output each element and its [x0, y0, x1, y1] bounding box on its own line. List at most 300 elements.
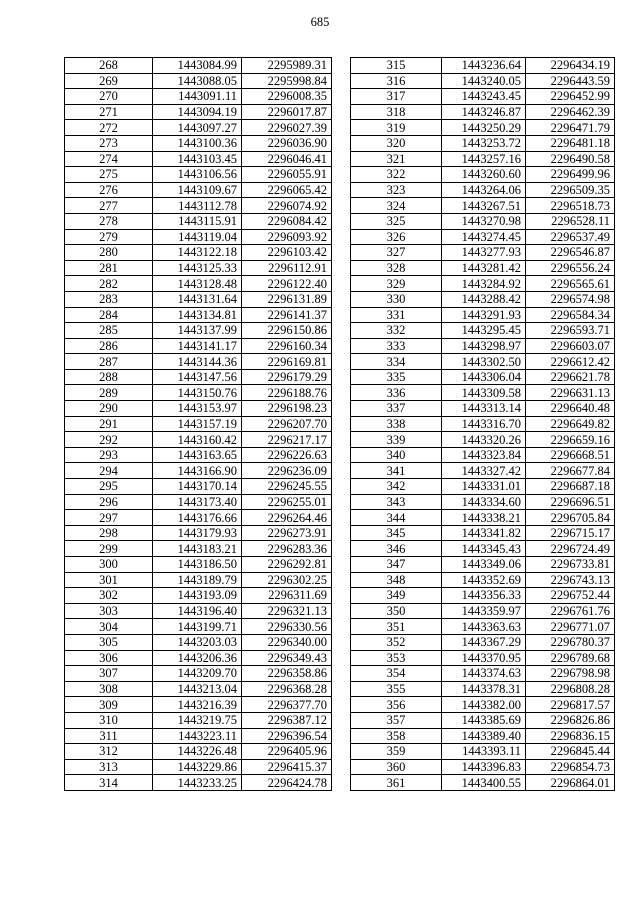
- point-number: 276: [65, 182, 153, 198]
- point-number: 321: [351, 151, 442, 167]
- y-coordinate: 2296340.00: [242, 634, 332, 650]
- table-row: [351, 634, 615, 650]
- point-number: 308: [65, 681, 153, 697]
- point-number: 306: [65, 650, 153, 666]
- x-coordinate: 1443233.25: [153, 775, 242, 791]
- table-row: [65, 541, 332, 557]
- coordinates-table-right: [350, 57, 615, 791]
- x-coordinate: 1443281.42: [442, 260, 526, 276]
- x-coordinate: 1443157.19: [153, 416, 242, 432]
- table-row: [351, 401, 615, 417]
- y-coordinate: 2296141.37: [242, 307, 332, 323]
- x-coordinate: 1443240.05: [442, 73, 526, 89]
- x-coordinate: 1443150.76: [153, 385, 242, 401]
- point-number: 277: [65, 198, 153, 214]
- y-coordinate: 2296255.01: [242, 494, 332, 510]
- y-coordinate: 2296311.69: [242, 588, 332, 604]
- y-coordinate: 2296537.49: [526, 229, 615, 245]
- y-coordinate: 2296349.43: [242, 650, 332, 666]
- table-row: [351, 479, 615, 495]
- table-row: [351, 510, 615, 526]
- y-coordinate: 2296733.81: [526, 557, 615, 573]
- point-number: 309: [65, 697, 153, 713]
- y-coordinate: 2295989.31: [242, 58, 332, 74]
- point-number: 279: [65, 229, 153, 245]
- table-row: [351, 712, 615, 728]
- x-coordinate: 1443084.99: [153, 58, 242, 74]
- point-number: 326: [351, 229, 442, 245]
- y-coordinate: 2296122.40: [242, 276, 332, 292]
- point-number: 345: [351, 525, 442, 541]
- table-row: [65, 494, 332, 510]
- point-number: 291: [65, 416, 153, 432]
- x-coordinate: 1443176.66: [153, 510, 242, 526]
- table-row: [65, 151, 332, 167]
- table-row: [65, 557, 332, 573]
- table-row: [351, 463, 615, 479]
- y-coordinate: 2296169.81: [242, 354, 332, 370]
- table-row: [65, 89, 332, 105]
- table-row: [65, 229, 332, 245]
- point-number: 274: [65, 151, 153, 167]
- x-coordinate: 1443183.21: [153, 541, 242, 557]
- y-coordinate: 2296330.56: [242, 619, 332, 635]
- point-number: 324: [351, 198, 442, 214]
- x-coordinate: 1443277.93: [442, 245, 526, 261]
- x-coordinate: 1443160.42: [153, 432, 242, 448]
- x-coordinate: 1443374.63: [442, 666, 526, 682]
- point-number: 282: [65, 276, 153, 292]
- x-coordinate: 1443323.84: [442, 447, 526, 463]
- y-coordinate: 2296027.39: [242, 120, 332, 136]
- point-number: 307: [65, 666, 153, 682]
- y-coordinate: 2296405.96: [242, 744, 332, 760]
- point-number: 354: [351, 666, 442, 682]
- y-coordinate: 2296150.86: [242, 323, 332, 339]
- table-row: [65, 401, 332, 417]
- x-coordinate: 1443134.81: [153, 307, 242, 323]
- y-coordinate: 2296471.79: [526, 120, 615, 136]
- table-row: [351, 416, 615, 432]
- y-coordinate: 2296826.86: [526, 712, 615, 728]
- point-number: 299: [65, 541, 153, 557]
- x-coordinate: 1443338.21: [442, 510, 526, 526]
- point-number: 285: [65, 323, 153, 339]
- table-row: [65, 104, 332, 120]
- x-coordinate: 1443193.09: [153, 588, 242, 604]
- x-coordinate: 1443246.87: [442, 104, 526, 120]
- x-coordinate: 1443137.99: [153, 323, 242, 339]
- y-coordinate: 2296103.42: [242, 245, 332, 261]
- point-number: 350: [351, 603, 442, 619]
- point-number: 287: [65, 354, 153, 370]
- x-coordinate: 1443125.33: [153, 260, 242, 276]
- x-coordinate: 1443243.45: [442, 89, 526, 105]
- table-row: [65, 681, 332, 697]
- point-number: 286: [65, 338, 153, 354]
- y-coordinate: 2296631.13: [526, 385, 615, 401]
- x-coordinate: 1443288.42: [442, 291, 526, 307]
- x-coordinate: 1443382.00: [442, 697, 526, 713]
- point-number: 301: [65, 572, 153, 588]
- point-number: 290: [65, 401, 153, 417]
- y-coordinate: 2296612.42: [526, 354, 615, 370]
- point-number: 338: [351, 416, 442, 432]
- y-coordinate: 2296864.01: [526, 775, 615, 791]
- point-number: 328: [351, 260, 442, 276]
- point-number: 356: [351, 697, 442, 713]
- table-row: [65, 510, 332, 526]
- table-row: [65, 58, 332, 74]
- table-row: [351, 494, 615, 510]
- x-coordinate: 1443341.82: [442, 525, 526, 541]
- x-coordinate: 1443094.19: [153, 104, 242, 120]
- point-number: 303: [65, 603, 153, 619]
- x-coordinate: 1443389.40: [442, 728, 526, 744]
- y-coordinate: 2296283.36: [242, 541, 332, 557]
- y-coordinate: 2296593.71: [526, 323, 615, 339]
- x-coordinate: 1443270.98: [442, 213, 526, 229]
- x-coordinate: 1443115.91: [153, 213, 242, 229]
- x-coordinate: 1443363.63: [442, 619, 526, 635]
- table-row: [65, 447, 332, 463]
- table-row: [351, 681, 615, 697]
- point-number: 269: [65, 73, 153, 89]
- y-coordinate: 2296160.34: [242, 338, 332, 354]
- y-coordinate: 2296696.51: [526, 494, 615, 510]
- y-coordinate: 2296131.89: [242, 291, 332, 307]
- x-coordinate: 1443260.60: [442, 167, 526, 183]
- table-row: [65, 744, 332, 760]
- y-coordinate: 2296424.78: [242, 775, 332, 791]
- x-coordinate: 1443257.16: [442, 151, 526, 167]
- y-coordinate: 2296528.11: [526, 213, 615, 229]
- table-row: [65, 572, 332, 588]
- table-row: [351, 666, 615, 682]
- y-coordinate: 2296780.37: [526, 634, 615, 650]
- y-coordinate: 2296836.15: [526, 728, 615, 744]
- point-number: 355: [351, 681, 442, 697]
- y-coordinate: 2296434.19: [526, 58, 615, 74]
- point-number: 295: [65, 479, 153, 495]
- y-coordinate: 2296358.86: [242, 666, 332, 682]
- point-number: 329: [351, 276, 442, 292]
- x-coordinate: 1443128.48: [153, 276, 242, 292]
- y-coordinate: 2296017.87: [242, 104, 332, 120]
- table-row: [65, 213, 332, 229]
- point-number: 273: [65, 135, 153, 151]
- point-number: 302: [65, 588, 153, 604]
- table-row: [351, 447, 615, 463]
- y-coordinate: 2296264.46: [242, 510, 332, 526]
- table-row: [351, 619, 615, 635]
- table-row: [351, 369, 615, 385]
- x-coordinate: 1443291.93: [442, 307, 526, 323]
- y-coordinate: 2296112.91: [242, 260, 332, 276]
- y-coordinate: 2296854.73: [526, 759, 615, 775]
- point-number: 305: [65, 634, 153, 650]
- y-coordinate: 2296490.58: [526, 151, 615, 167]
- y-coordinate: 2296584.34: [526, 307, 615, 323]
- table-row: [351, 759, 615, 775]
- x-coordinate: 1443284.92: [442, 276, 526, 292]
- table-row: [65, 120, 332, 136]
- y-coordinate: 2296677.84: [526, 463, 615, 479]
- point-number: 349: [351, 588, 442, 604]
- point-number: 316: [351, 73, 442, 89]
- x-coordinate: 1443153.97: [153, 401, 242, 417]
- point-number: 358: [351, 728, 442, 744]
- table-row: [65, 338, 332, 354]
- table-row: [351, 260, 615, 276]
- x-coordinate: 1443295.45: [442, 323, 526, 339]
- point-number: 319: [351, 120, 442, 136]
- y-coordinate: 2296046.41: [242, 151, 332, 167]
- point-number: 331: [351, 307, 442, 323]
- y-coordinate: 2296074.92: [242, 198, 332, 214]
- table-row: [65, 135, 332, 151]
- point-number: 298: [65, 525, 153, 541]
- point-number: 336: [351, 385, 442, 401]
- point-number: 313: [65, 759, 153, 775]
- table-row: [351, 245, 615, 261]
- table-row: [351, 354, 615, 370]
- y-coordinate: 2296179.29: [242, 369, 332, 385]
- y-coordinate: 2296084.42: [242, 213, 332, 229]
- point-number: 353: [351, 650, 442, 666]
- y-coordinate: 2296743.13: [526, 572, 615, 588]
- y-coordinate: 2296387.12: [242, 712, 332, 728]
- y-coordinate: 2296546.87: [526, 245, 615, 261]
- point-number: 314: [65, 775, 153, 791]
- table-row: [351, 728, 615, 744]
- table-row: [65, 619, 332, 635]
- x-coordinate: 1443370.95: [442, 650, 526, 666]
- point-number: 340: [351, 447, 442, 463]
- x-coordinate: 1443306.04: [442, 369, 526, 385]
- point-number: 323: [351, 182, 442, 198]
- y-coordinate: 2296789.68: [526, 650, 615, 666]
- y-coordinate: 2296443.59: [526, 73, 615, 89]
- y-coordinate: 2296687.18: [526, 479, 615, 495]
- y-coordinate: 2296481.18: [526, 135, 615, 151]
- y-coordinate: 2296761.76: [526, 603, 615, 619]
- x-coordinate: 1443173.40: [153, 494, 242, 510]
- y-coordinate: 2296093.92: [242, 229, 332, 245]
- x-coordinate: 1443209.70: [153, 666, 242, 682]
- y-coordinate: 2296518.73: [526, 198, 615, 214]
- table-row: [65, 588, 332, 604]
- x-coordinate: 1443219.75: [153, 712, 242, 728]
- x-coordinate: 1443302.50: [442, 354, 526, 370]
- y-coordinate: 2296808.28: [526, 681, 615, 697]
- table-row: [65, 245, 332, 261]
- x-coordinate: 1443352.69: [442, 572, 526, 588]
- table-row: [351, 697, 615, 713]
- point-number: 327: [351, 245, 442, 261]
- x-coordinate: 1443109.67: [153, 182, 242, 198]
- point-number: 339: [351, 432, 442, 448]
- point-number: 352: [351, 634, 442, 650]
- y-coordinate: 2296462.39: [526, 104, 615, 120]
- table-row: [65, 291, 332, 307]
- table-row: [351, 73, 615, 89]
- x-coordinate: 1443199.71: [153, 619, 242, 635]
- x-coordinate: 1443393.11: [442, 744, 526, 760]
- x-coordinate: 1443345.43: [442, 541, 526, 557]
- point-number: 332: [351, 323, 442, 339]
- x-coordinate: 1443131.64: [153, 291, 242, 307]
- table-row: [65, 182, 332, 198]
- y-coordinate: 2296565.61: [526, 276, 615, 292]
- point-number: 334: [351, 354, 442, 370]
- point-number: 311: [65, 728, 153, 744]
- y-coordinate: 2296845.44: [526, 744, 615, 760]
- y-coordinate: 2296415.37: [242, 759, 332, 775]
- y-coordinate: 2296217.17: [242, 432, 332, 448]
- x-coordinate: 1443400.55: [442, 775, 526, 791]
- table-row: [351, 291, 615, 307]
- y-coordinate: 2296621.78: [526, 369, 615, 385]
- table-row: [65, 385, 332, 401]
- table-row: [65, 73, 332, 89]
- table-row: [351, 323, 615, 339]
- point-number: 342: [351, 479, 442, 495]
- table-row: [351, 525, 615, 541]
- table-row: [351, 151, 615, 167]
- x-coordinate: 1443250.29: [442, 120, 526, 136]
- table-row: [65, 728, 332, 744]
- point-number: 317: [351, 89, 442, 105]
- y-coordinate: 2296368.28: [242, 681, 332, 697]
- point-number: 312: [65, 744, 153, 760]
- x-coordinate: 1443334.60: [442, 494, 526, 510]
- table-row: [65, 479, 332, 495]
- page-number: 685: [310, 15, 330, 29]
- y-coordinate: 2296321.13: [242, 603, 332, 619]
- table-row: [351, 104, 615, 120]
- point-number: 271: [65, 104, 153, 120]
- x-coordinate: 1443236.64: [442, 58, 526, 74]
- y-coordinate: 2296640.48: [526, 401, 615, 417]
- y-coordinate: 2296188.76: [242, 385, 332, 401]
- y-coordinate: 2296798.98: [526, 666, 615, 682]
- point-number: 360: [351, 759, 442, 775]
- x-coordinate: 1443091.11: [153, 89, 242, 105]
- point-number: 333: [351, 338, 442, 354]
- y-coordinate: 2296649.82: [526, 416, 615, 432]
- point-number: 322: [351, 167, 442, 183]
- table-row: [65, 697, 332, 713]
- table-row: [65, 276, 332, 292]
- y-coordinate: 2296752.44: [526, 588, 615, 604]
- y-coordinate: 2296065.42: [242, 182, 332, 198]
- x-coordinate: 1443179.93: [153, 525, 242, 541]
- y-coordinate: 2296499.96: [526, 167, 615, 183]
- table-row: [351, 557, 615, 573]
- table-row: [65, 307, 332, 323]
- table-row: [351, 198, 615, 214]
- y-coordinate: 2296817.57: [526, 697, 615, 713]
- y-coordinate: 2296226.63: [242, 447, 332, 463]
- point-number: 272: [65, 120, 153, 136]
- table-row: [65, 650, 332, 666]
- y-coordinate: 2296574.98: [526, 291, 615, 307]
- x-coordinate: 1443147.56: [153, 369, 242, 385]
- y-coordinate: 2295998.84: [242, 73, 332, 89]
- point-number: 300: [65, 557, 153, 573]
- table-row: [65, 603, 332, 619]
- table-row: [351, 58, 615, 74]
- x-coordinate: 1443196.40: [153, 603, 242, 619]
- x-coordinate: 1443385.69: [442, 712, 526, 728]
- point-number: 284: [65, 307, 153, 323]
- y-coordinate: 2296705.84: [526, 510, 615, 526]
- point-number: 310: [65, 712, 153, 728]
- table-row: [65, 260, 332, 276]
- x-coordinate: 1443349.06: [442, 557, 526, 573]
- y-coordinate: 2296036.90: [242, 135, 332, 151]
- point-number: 289: [65, 385, 153, 401]
- y-coordinate: 2296198.23: [242, 401, 332, 417]
- table-row: [65, 323, 332, 339]
- point-number: 347: [351, 557, 442, 573]
- point-number: 315: [351, 58, 442, 74]
- table-row: [351, 432, 615, 448]
- table-row: [351, 650, 615, 666]
- table-row: [65, 525, 332, 541]
- x-coordinate: 1443223.11: [153, 728, 242, 744]
- y-coordinate: 2296715.17: [526, 525, 615, 541]
- y-coordinate: 2296302.25: [242, 572, 332, 588]
- y-coordinate: 2296273.91: [242, 525, 332, 541]
- point-number: 268: [65, 58, 153, 74]
- x-coordinate: 1443356.33: [442, 588, 526, 604]
- x-coordinate: 1443103.45: [153, 151, 242, 167]
- point-number: 297: [65, 510, 153, 526]
- table-row: [65, 759, 332, 775]
- point-number: 283: [65, 291, 153, 307]
- point-number: 330: [351, 291, 442, 307]
- point-number: 281: [65, 260, 153, 276]
- x-coordinate: 1443320.26: [442, 432, 526, 448]
- point-number: 341: [351, 463, 442, 479]
- point-number: 344: [351, 510, 442, 526]
- x-coordinate: 1443106.56: [153, 167, 242, 183]
- y-coordinate: 2296668.51: [526, 447, 615, 463]
- x-coordinate: 1443331.01: [442, 479, 526, 495]
- x-coordinate: 1443316.70: [442, 416, 526, 432]
- x-coordinate: 1443189.79: [153, 572, 242, 588]
- x-coordinate: 1443170.14: [153, 479, 242, 495]
- y-coordinate: 2296452.99: [526, 89, 615, 105]
- y-coordinate: 2296396.54: [242, 728, 332, 744]
- table-row: [351, 385, 615, 401]
- table-row: [65, 416, 332, 432]
- point-number: 325: [351, 213, 442, 229]
- x-coordinate: 1443253.72: [442, 135, 526, 151]
- point-number: 318: [351, 104, 442, 120]
- x-coordinate: 1443396.83: [442, 759, 526, 775]
- x-coordinate: 1443359.97: [442, 603, 526, 619]
- table-row: [351, 182, 615, 198]
- table-row: [351, 572, 615, 588]
- x-coordinate: 1443186.50: [153, 557, 242, 573]
- table-row: [65, 369, 332, 385]
- point-number: 351: [351, 619, 442, 635]
- table-row: [65, 712, 332, 728]
- point-number: 296: [65, 494, 153, 510]
